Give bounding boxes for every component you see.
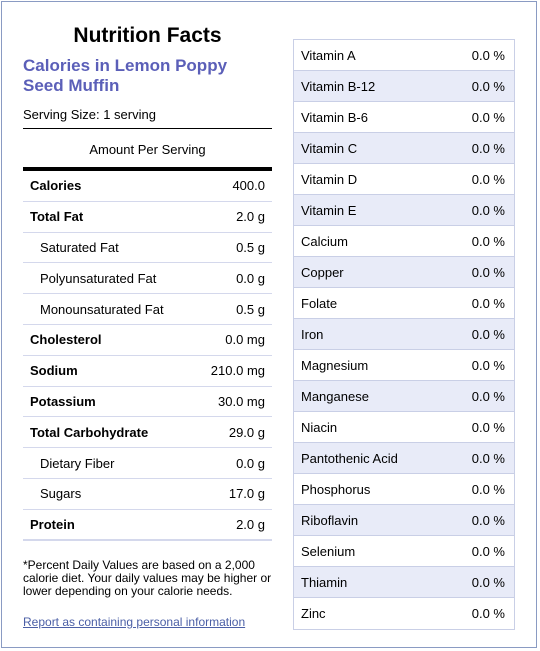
vitamin-label: Selenium [301, 543, 356, 559]
nutrient-row [23, 448, 272, 479]
vitamin-value: 0.0 % [471, 357, 505, 373]
vitamin-label: Vitamin A [301, 47, 356, 63]
vitamin-row [294, 257, 514, 288]
vitamin-row [294, 598, 514, 629]
vitamin-label: Zinc [301, 606, 326, 621]
vitamin-label: Folate [301, 295, 338, 311]
nutrient-label: Total Fat [30, 209, 84, 225]
nutrient-value: 17.0 g [228, 486, 265, 502]
vitamin-row [294, 195, 514, 226]
nutrient-row [23, 417, 272, 448]
vitamin-row [294, 71, 514, 102]
nutrient-value: 30.0 mg [218, 393, 265, 409]
vitamin-row [294, 536, 514, 567]
vitamin-label: Iron [301, 326, 324, 342]
vitamin-row [294, 226, 514, 257]
nutrient-value: 2.0 g [236, 209, 265, 225]
vitamin-value: 0.0 % [471, 233, 505, 249]
amount-per-serving: Amount Per Serving [89, 142, 206, 157]
nutrient-value: 2.0 g [236, 516, 265, 532]
vitamin-label: Pantothenic Acid [301, 450, 398, 466]
vitamin-value: 0.0 % [471, 171, 505, 187]
vitamin-value: 0.0 % [471, 606, 505, 621]
vitamin-row [294, 164, 514, 195]
nutrient-row [23, 294, 272, 325]
vitamin-label: Niacin [301, 419, 338, 435]
vitamin-label: Vitamin E [301, 202, 357, 218]
vitamin-row [294, 474, 514, 505]
vitamin-row [294, 350, 514, 381]
food-title: Calories in Lemon Poppy Seed Muffin [23, 56, 228, 95]
vitamin-row [294, 567, 514, 598]
vitamin-value: 0.0 % [471, 326, 505, 342]
nutrient-value: 29.0 g [228, 424, 265, 440]
report-link[interactable]: Report as containing personal information [23, 615, 246, 629]
nutrient-value: 0.5 g [236, 239, 265, 255]
vitamin-label: Magnesium [301, 357, 369, 373]
nutrient-row [23, 325, 272, 356]
vitamin-label: Manganese [301, 388, 369, 404]
nutrient-label: Saturated Fat [40, 239, 119, 255]
nutrient-label: Polyunsaturated Fat [40, 270, 157, 286]
vitamin-row [294, 505, 514, 536]
vitamin-value: 0.0 % [471, 109, 505, 125]
vitamin-row [294, 40, 514, 71]
vitamin-value: 0.0 % [471, 295, 505, 311]
vitamin-row [294, 381, 514, 412]
vitamin-row [294, 288, 514, 319]
nutrient-row [23, 356, 272, 387]
nutrient-label: Protein [30, 516, 75, 532]
nutrient-row [23, 387, 272, 418]
vitamin-label: Vitamin C [301, 140, 358, 156]
nutrition-panel [1, 1, 537, 648]
nutrient-row [23, 171, 272, 202]
vitamin-row [294, 412, 514, 443]
vitamin-value: 0.0 % [471, 47, 505, 63]
nutrient-list [23, 171, 272, 541]
nutrient-label: Cholesterol [30, 332, 102, 348]
vitamin-value: 0.0 % [471, 419, 505, 435]
nutrient-row [23, 233, 272, 264]
nutrient-label: Sugars [40, 486, 82, 502]
vitamin-value: 0.0 % [471, 264, 505, 280]
vitamin-label: Copper [301, 264, 344, 280]
vitamin-value: 0.0 % [471, 388, 505, 404]
vitamin-value: 0.0 % [471, 140, 505, 156]
vitamin-label: Calcium [301, 233, 348, 249]
vitamin-value: 0.0 % [471, 202, 505, 218]
nutrient-label: Monounsaturated Fat [40, 301, 164, 317]
vitamin-row [294, 102, 514, 133]
nutrient-label: Sodium [30, 363, 78, 379]
vitamin-value: 0.0 % [471, 78, 505, 94]
vitamin-value: 0.0 % [471, 512, 505, 528]
vitamin-label: Vitamin B-12 [301, 78, 376, 94]
nutrient-value: 210.0 mg [210, 363, 265, 379]
nutrient-value: 0.0 mg [225, 332, 265, 348]
nutrient-row [23, 202, 272, 233]
nutrient-row [23, 510, 272, 541]
vitamin-value: 0.0 % [471, 574, 505, 590]
vitamin-value: 0.0 % [471, 450, 505, 466]
vitamin-label: Riboflavin [301, 512, 359, 528]
vitamin-value: 0.0 % [471, 481, 505, 497]
vitamin-label: Phosphorus [301, 481, 371, 497]
vitamin-row [294, 443, 514, 474]
vitamins-table [293, 39, 515, 630]
vitamin-row [294, 133, 514, 164]
nutrient-row [23, 263, 272, 294]
vitamin-label: Vitamin B-6 [301, 109, 368, 125]
serving-size: Serving Size: 1 serving [23, 107, 272, 129]
nutrient-label: Dietary Fiber [40, 455, 115, 471]
nutrient-value: 0.0 g [236, 455, 265, 471]
nutrient-label: Total Carbohydrate [30, 424, 149, 440]
nutrient-label: Calories [30, 178, 82, 194]
nutrient-value: 0.5 g [236, 301, 265, 317]
vitamin-label: Vitamin D [301, 171, 358, 187]
vitamin-value: 0.0 % [471, 543, 505, 559]
daily-values-footnote: *Percent Daily Values are based on a 2,000 calorie diet. Your daily values may be higher or lower depending on your calorie needs. [23, 558, 272, 598]
nutrient-value: 0.0 g [236, 270, 265, 286]
nutrient-row [23, 479, 272, 510]
vitamin-row [294, 319, 514, 350]
vitamin-label: Thiamin [301, 574, 348, 590]
nutrient-label: Potassium [30, 393, 96, 409]
page-title: Nutrition Facts [73, 24, 222, 47]
nutrient-value: 400.0 [232, 178, 265, 194]
